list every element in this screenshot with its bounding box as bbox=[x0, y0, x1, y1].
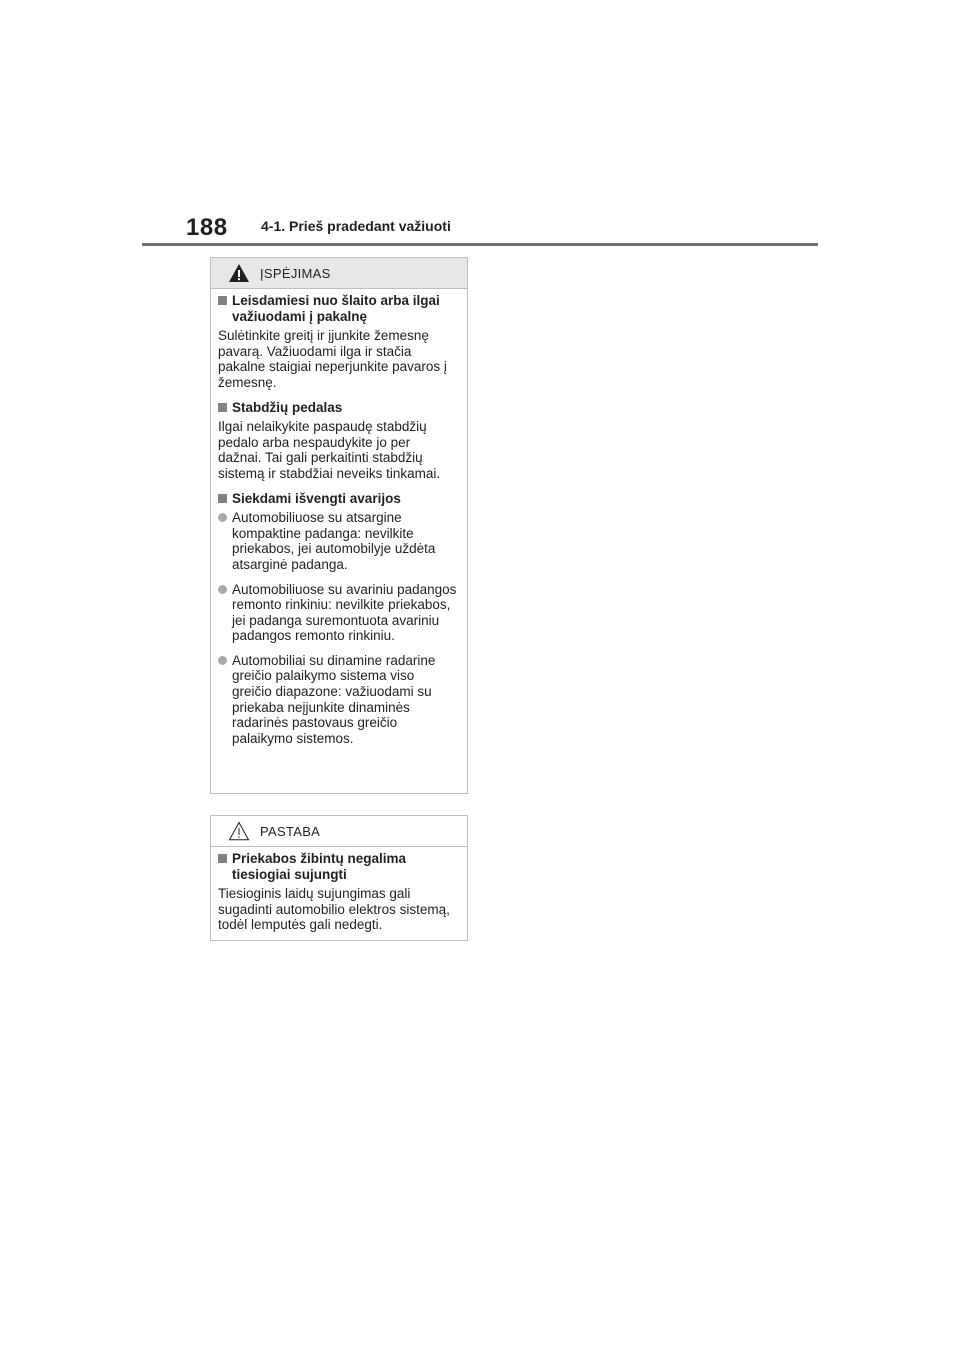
warning-box-body bbox=[211, 289, 467, 746]
page-number: 188 bbox=[186, 214, 228, 241]
round-bullet-icon bbox=[218, 656, 227, 665]
round-bullet-icon bbox=[218, 513, 227, 522]
section-heading bbox=[218, 491, 457, 507]
section-text: Sulėtinkite greitį ir įjunkite žemesnę pavarą. Važiuodami ilga ir stačia pakalne staigiai neperjunkite pavaros į žemesnę. bbox=[218, 328, 447, 390]
section-heading-text: Leisdamiesi nuo šlaito arba ilgai važiuodami į pakalnę bbox=[232, 293, 440, 324]
square-bullet-icon bbox=[218, 494, 227, 503]
list-item-text: Automobiliai su dinamine radarine greičio palaikymo sistema viso greičio diapazone: važiuodami su priekaba neįjunkite dinaminės radarinės pastovaus greičio palaikymo sistemos. bbox=[232, 652, 436, 746]
warning-triangle-filled-icon bbox=[228, 263, 250, 283]
section-heading bbox=[218, 293, 457, 324]
section-text: Ilgai nelaikykite paspaudę stabdžių pedalo arba nespaudykite jo per dažnai. Tai gali perkaitinti stabdžių sistemą ir stabdžiai neveiks tinkamai. bbox=[218, 419, 441, 481]
notice-box-header bbox=[211, 816, 467, 847]
notice-box-body bbox=[211, 847, 467, 933]
section-heading-text: Siekdami išvengti avarijos bbox=[232, 490, 401, 506]
list-item bbox=[218, 653, 457, 747]
list-item-text: Automobiliuose su avariniu padangos remonto rinkiniu: nevilkite priekabos, jei padanga suremontuota avariniu padangos remonto rinkiniu. bbox=[232, 581, 457, 644]
square-bullet-icon bbox=[218, 403, 227, 412]
list-item bbox=[218, 510, 457, 572]
square-bullet-icon bbox=[218, 296, 227, 305]
section-text: Tiesioginis laidų sujungimas gali sugadinti automobilio elektros sistemą, todėl lemputės gali nedegti. bbox=[218, 886, 450, 933]
notice-box-label: PASTABA bbox=[260, 824, 321, 839]
section-heading bbox=[218, 400, 457, 416]
square-bullet-icon bbox=[218, 854, 227, 863]
list-item bbox=[218, 582, 457, 644]
warning-box-header bbox=[211, 258, 467, 289]
list-item-text: Automobiliuose su atsargine kompaktine padanga: nevilkite priekabos, jei automobilyje uždėta atsarginė padanga. bbox=[232, 510, 436, 572]
warning-box-label: ĮSPĖJIMAS bbox=[260, 266, 331, 281]
section-heading-text: Priekabos žibintų negalima tiesiogiai sujungti bbox=[232, 851, 407, 882]
section-heading-text: Stabdžių pedalas bbox=[232, 399, 343, 415]
warning-box bbox=[210, 257, 468, 794]
warning-triangle-outline-icon bbox=[228, 821, 250, 841]
round-bullet-icon bbox=[218, 585, 227, 594]
notice-box bbox=[210, 815, 468, 941]
header-rule bbox=[142, 243, 818, 246]
section-heading bbox=[218, 851, 457, 882]
section-title: 4-1. Prieš pradedant važiuoti bbox=[261, 218, 451, 234]
